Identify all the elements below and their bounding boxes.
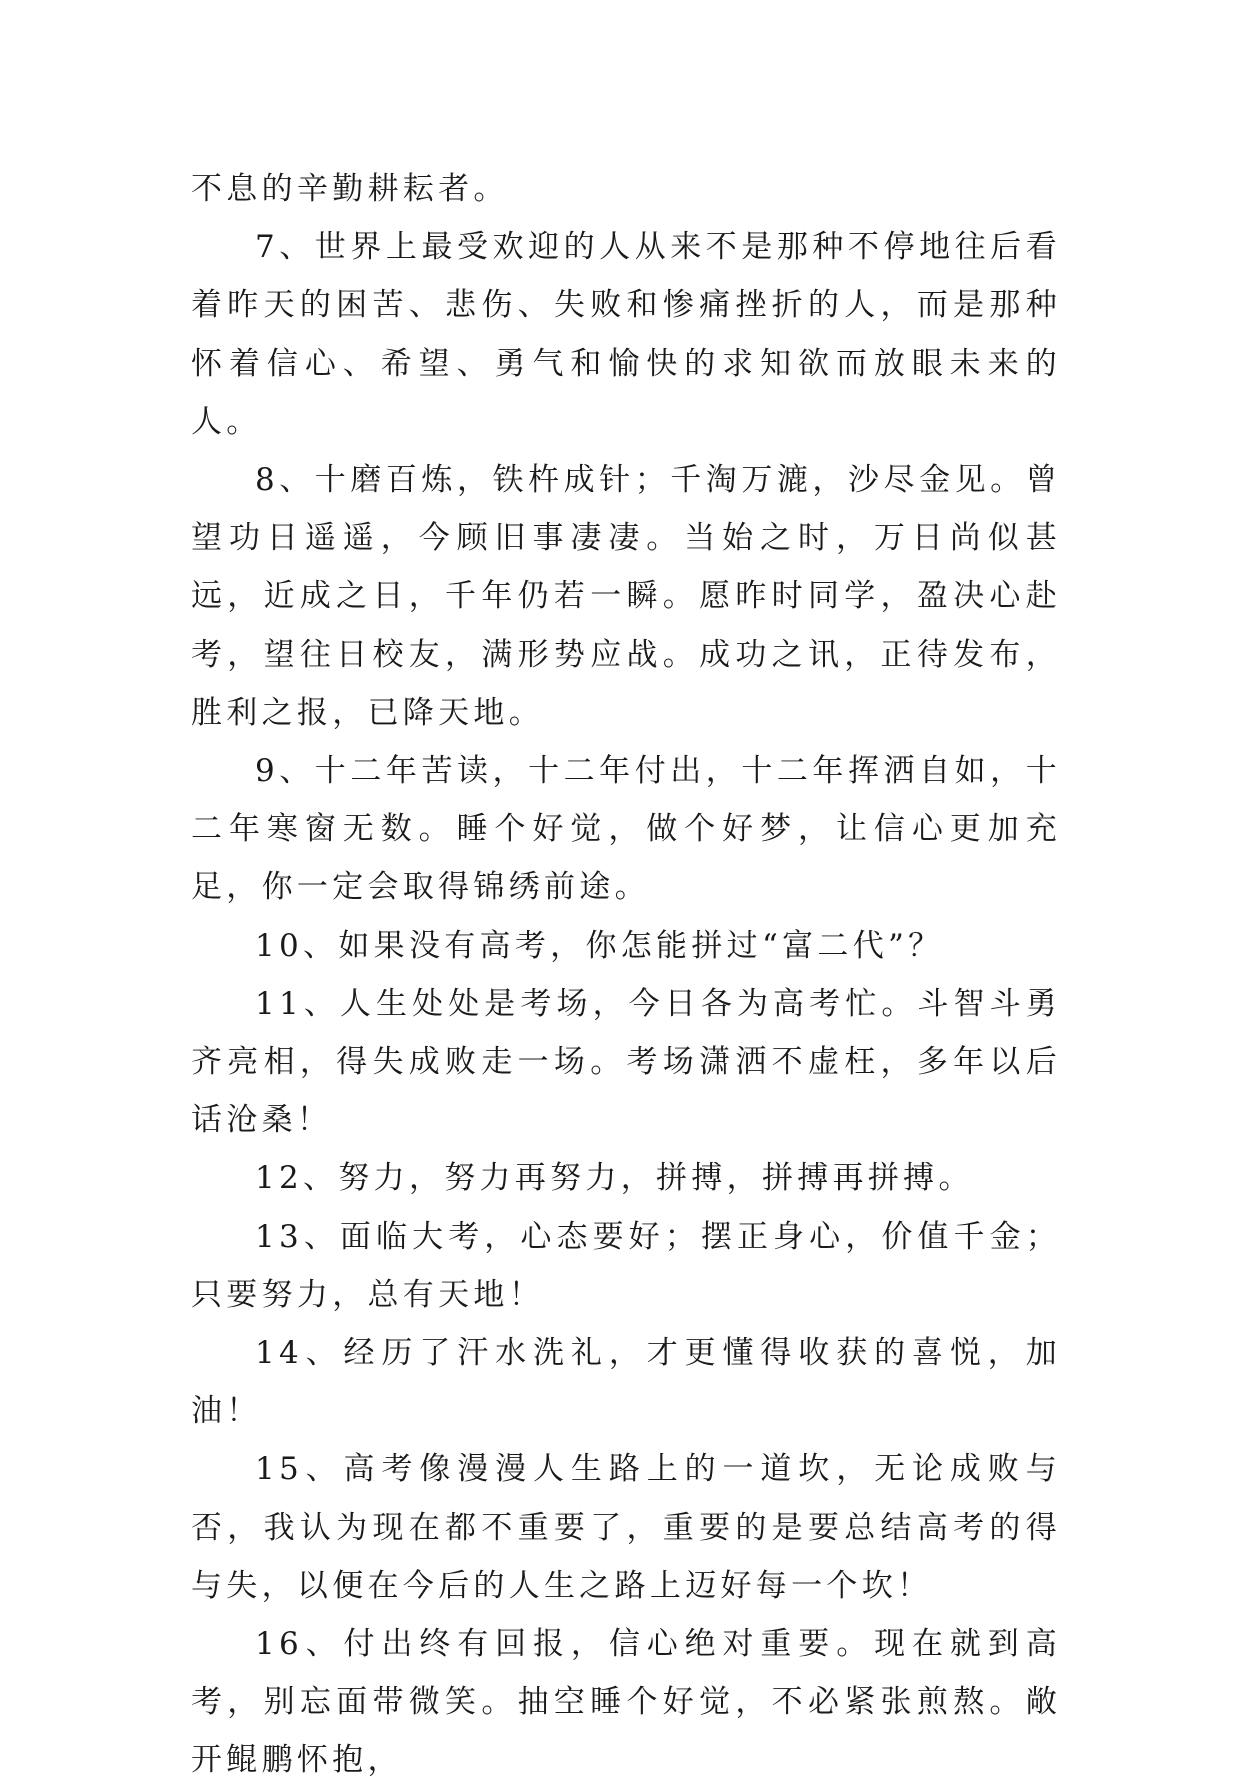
paragraph-item-16: 16、付出终有回报，信心绝对重要。现在就到高考，别忘面带微笑。抽空睡个好觉，不必紧张煎熬。敞开鲲鹏怀抱， [191, 1626, 1061, 1779]
paragraph-item-14: 14、经历了汗水洗礼，才更懂得收获的喜悦，加油！ [191, 1335, 1061, 1430]
paragraph-item-15: 15、高考像漫漫人生路上的一道坎，无论成败与否，我认为现在都不重要了，重要的是要总结高考的得与失，以便在今后的人生之路上迈好每一个坎！ [191, 1451, 1061, 1604]
paragraph-item-13: 13、面临大考，心态要好；摆正身心，价值千金；只要努力，总有天地！ [191, 1218, 1061, 1313]
document-body [191, 160, 1061, 1790]
paragraph-item-12: 12、努力，努力再努力，拼搏，拼搏再拼搏。 [255, 1160, 974, 1197]
paragraph-item-9: 9、十二年苦读，十二年付出，十二年挥洒自如，十二年寒窗无数。睡个好觉，做个好梦，让信心更加充足，你一定会取得锦绣前途。 [191, 753, 1061, 906]
paragraph-item-8: 8、十磨百炼，铁杵成针；千淘万漉，沙尽金见。曾望功日遥遥，今顾旧事凄凄。当始之时，万日尚似甚远，近成之日，千年仍若一瞬。愿昨时同学，盈决心赴考，望往日校友，满形势应战。成功之讯，正待发布，胜利之报，已降天地。 [191, 462, 1061, 731]
paragraph-item-11: 11、人生处处是考场，今日各为高考忙。斗智斗勇齐亮相，得失成败走一场。考场潇洒不虚枉，多年以后话沧桑！ [191, 985, 1061, 1139]
paragraph-continuation: 不息的辛勤耕耘者。 [191, 171, 509, 207]
paragraph-item-7: 7、世界上最受欢迎的人从来不是那种不停地往后看着昨天的困苦、悲伤、失败和惨痛挫折的人，而是那种怀着信心、希望、勇气和愉快的求知欲而放眼未来的人。 [191, 229, 1061, 440]
paragraph-item-10: 10、如果没有高考，你怎能拼过“富二代”？ [255, 927, 944, 964]
